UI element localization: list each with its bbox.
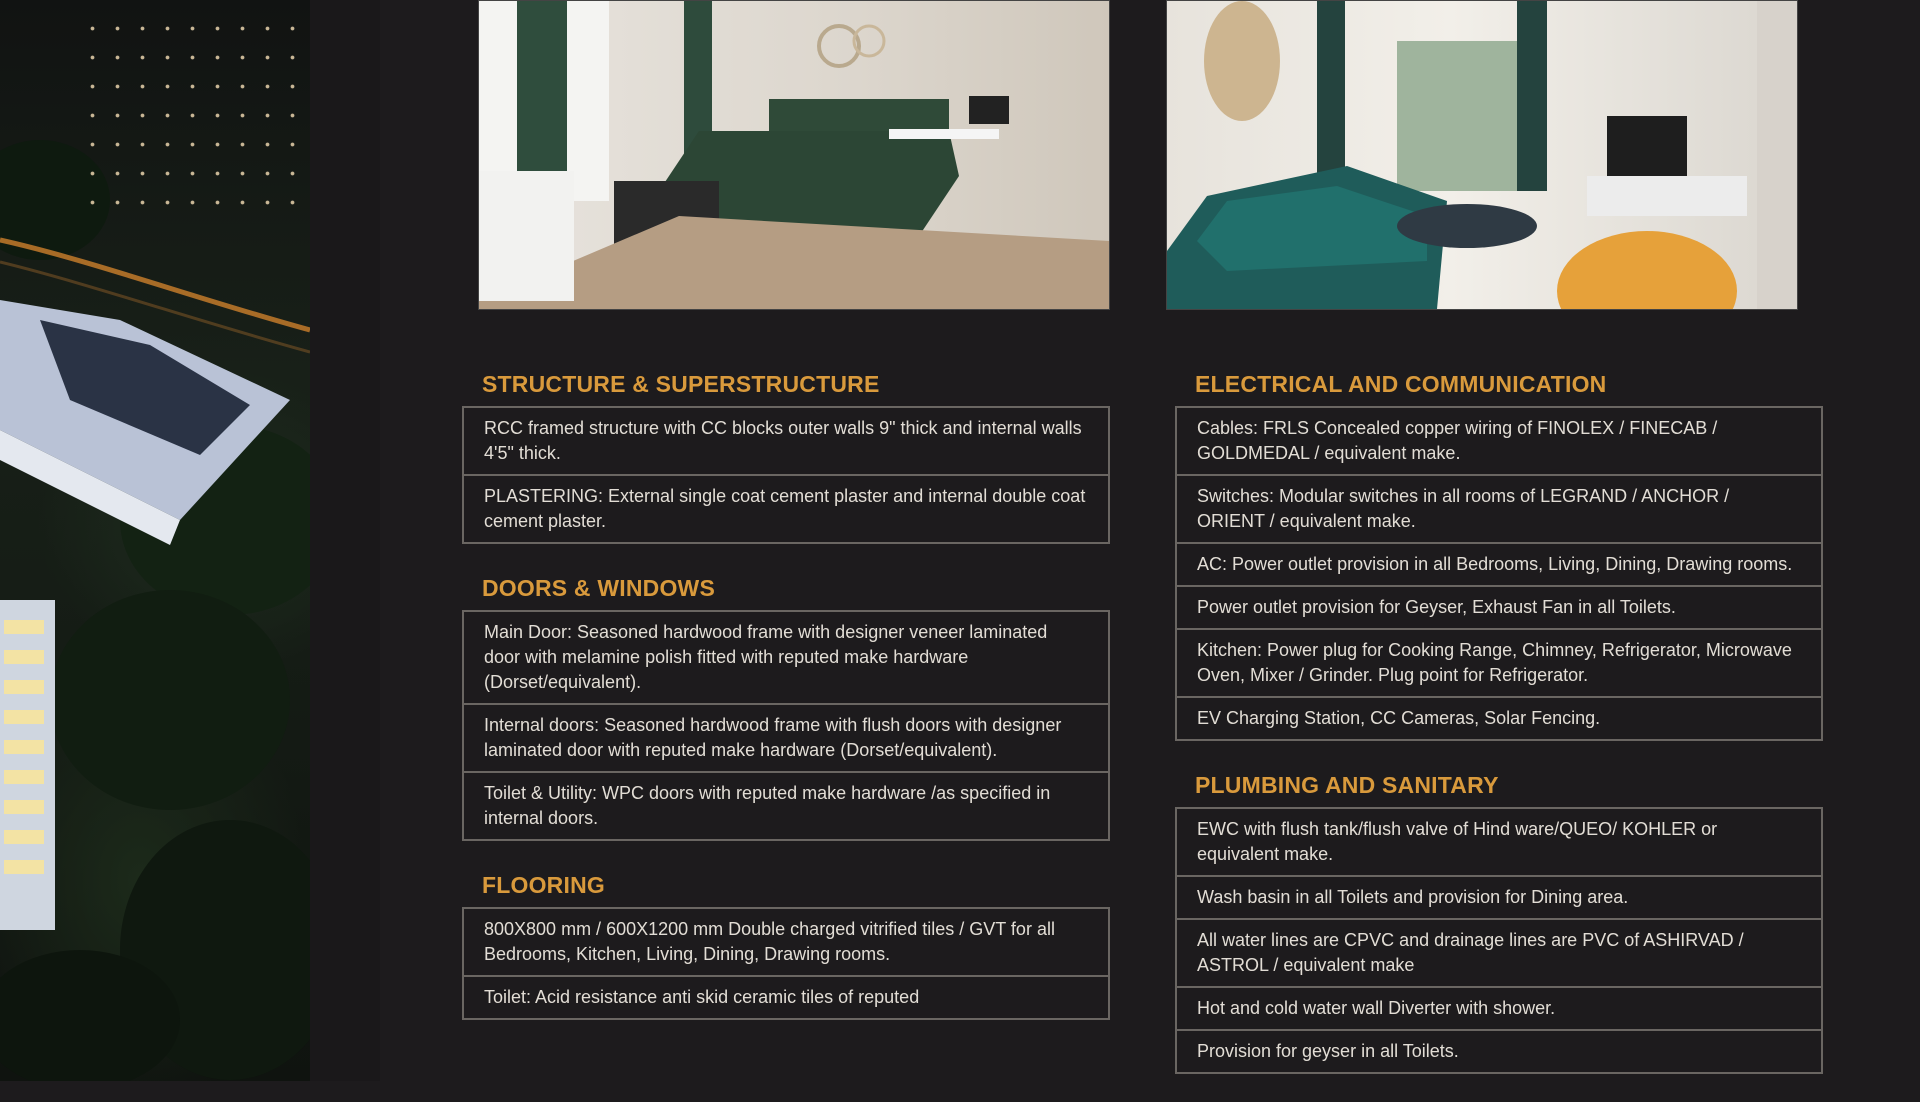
spec-item: All water lines are CPVC and drainage lines are PVC of ASHIRVAD / ASTROL / equivalent make: [1177, 920, 1821, 988]
bedroom-illustration: [479, 1, 1109, 309]
spec-item: Cables: FRLS Concealed copper wiring of FINOLEX / FINECAB / GOLDMEDAL / equivalent make.: [1177, 408, 1821, 476]
section-title: FLOORING: [482, 872, 605, 898]
divider-strip: [310, 0, 380, 1081]
living-room-photo: [1166, 0, 1798, 310]
spec-item: 800X800 mm / 600X1200 mm Double charged vitrified tiles / GVT for all Bedrooms, Kitchen, Living, Dining, Drawing rooms.: [464, 909, 1108, 977]
spec-box: [462, 610, 1110, 841]
section-structure: [462, 368, 1110, 544]
bedroom-photo: [478, 0, 1110, 310]
spec-box: [1175, 406, 1823, 741]
spec-item: Internal doors: Seasoned hardwood frame with flush doors with designer laminated door with reputed make hardware (Dorset/equivalent).: [464, 705, 1108, 773]
section-plumbing: [1175, 769, 1823, 1074]
spec-item: Switches: Modular switches in all rooms of LEGRAND / ANCHOR / ORIENT / equivalent make.: [1177, 476, 1821, 544]
spec-box: [462, 907, 1110, 1020]
spec-box: [1175, 807, 1823, 1074]
spec-item: PLASTERING: External single coat cement plaster and internal double coat cement plaster.: [484, 486, 1086, 531]
spec-item: RCC framed structure with CC blocks outer walls 9" thick and internal walls 4'5" thick.: [464, 408, 1108, 476]
spec-item: Hot and cold water wall Diverter with shower.: [1177, 988, 1821, 1031]
section-title: PLUMBING AND SANITARY: [1195, 772, 1499, 798]
spec-item: Wash basin in all Toilets and provision for Dining area.: [1177, 877, 1821, 920]
aerial-night-view-image: [0, 0, 310, 1081]
spec-item: Provision for geyser in all Toilets.: [1197, 1041, 1459, 1061]
spec-item: Main Door: Seasoned hardwood frame with designer veneer laminated door with melamine polish fitted with reputed make hardware (Dorset/equivalent).: [464, 612, 1108, 705]
section-title: ELECTRICAL AND COMMUNICATION: [1195, 371, 1607, 397]
spec-item: AC: Power outlet provision in all Bedrooms, Living, Dining, Drawing rooms.: [1177, 544, 1821, 587]
spec-box: [462, 406, 1110, 544]
spec-item: EWC with flush tank/flush valve of Hind ware/QUEO/ KOHLER or equivalent make.: [1177, 809, 1821, 877]
spec-item: Toilet & Utility: WPC doors with reputed make hardware /as specified in internal doors.: [484, 783, 1051, 828]
living-room-illustration: [1167, 1, 1797, 309]
section-electrical: [1175, 368, 1823, 741]
section-title: DOORS & WINDOWS: [482, 575, 715, 601]
right-spec-column: [1175, 368, 1823, 1102]
spec-item: Power outlet provision for Geyser, Exhaust Fan in all Toilets.: [1177, 587, 1821, 630]
section-doors-windows: [462, 572, 1110, 841]
section-title: STRUCTURE & SUPERSTRUCTURE: [482, 371, 880, 397]
left-spec-column: [462, 368, 1110, 1048]
spec-item: Toilet: Acid resistance anti skid ceramic tiles of reputed: [484, 987, 920, 1007]
dot-pattern-decoration: [80, 14, 310, 224]
spec-item: EV Charging Station, CC Cameras, Solar Fencing.: [1197, 708, 1601, 728]
section-flooring: [462, 869, 1110, 1020]
spec-item: Kitchen: Power plug for Cooking Range, Chimney, Refrigerator, Microwave Oven, Mixer / Grinder. Plug point for Refrigerator.: [1177, 630, 1821, 698]
